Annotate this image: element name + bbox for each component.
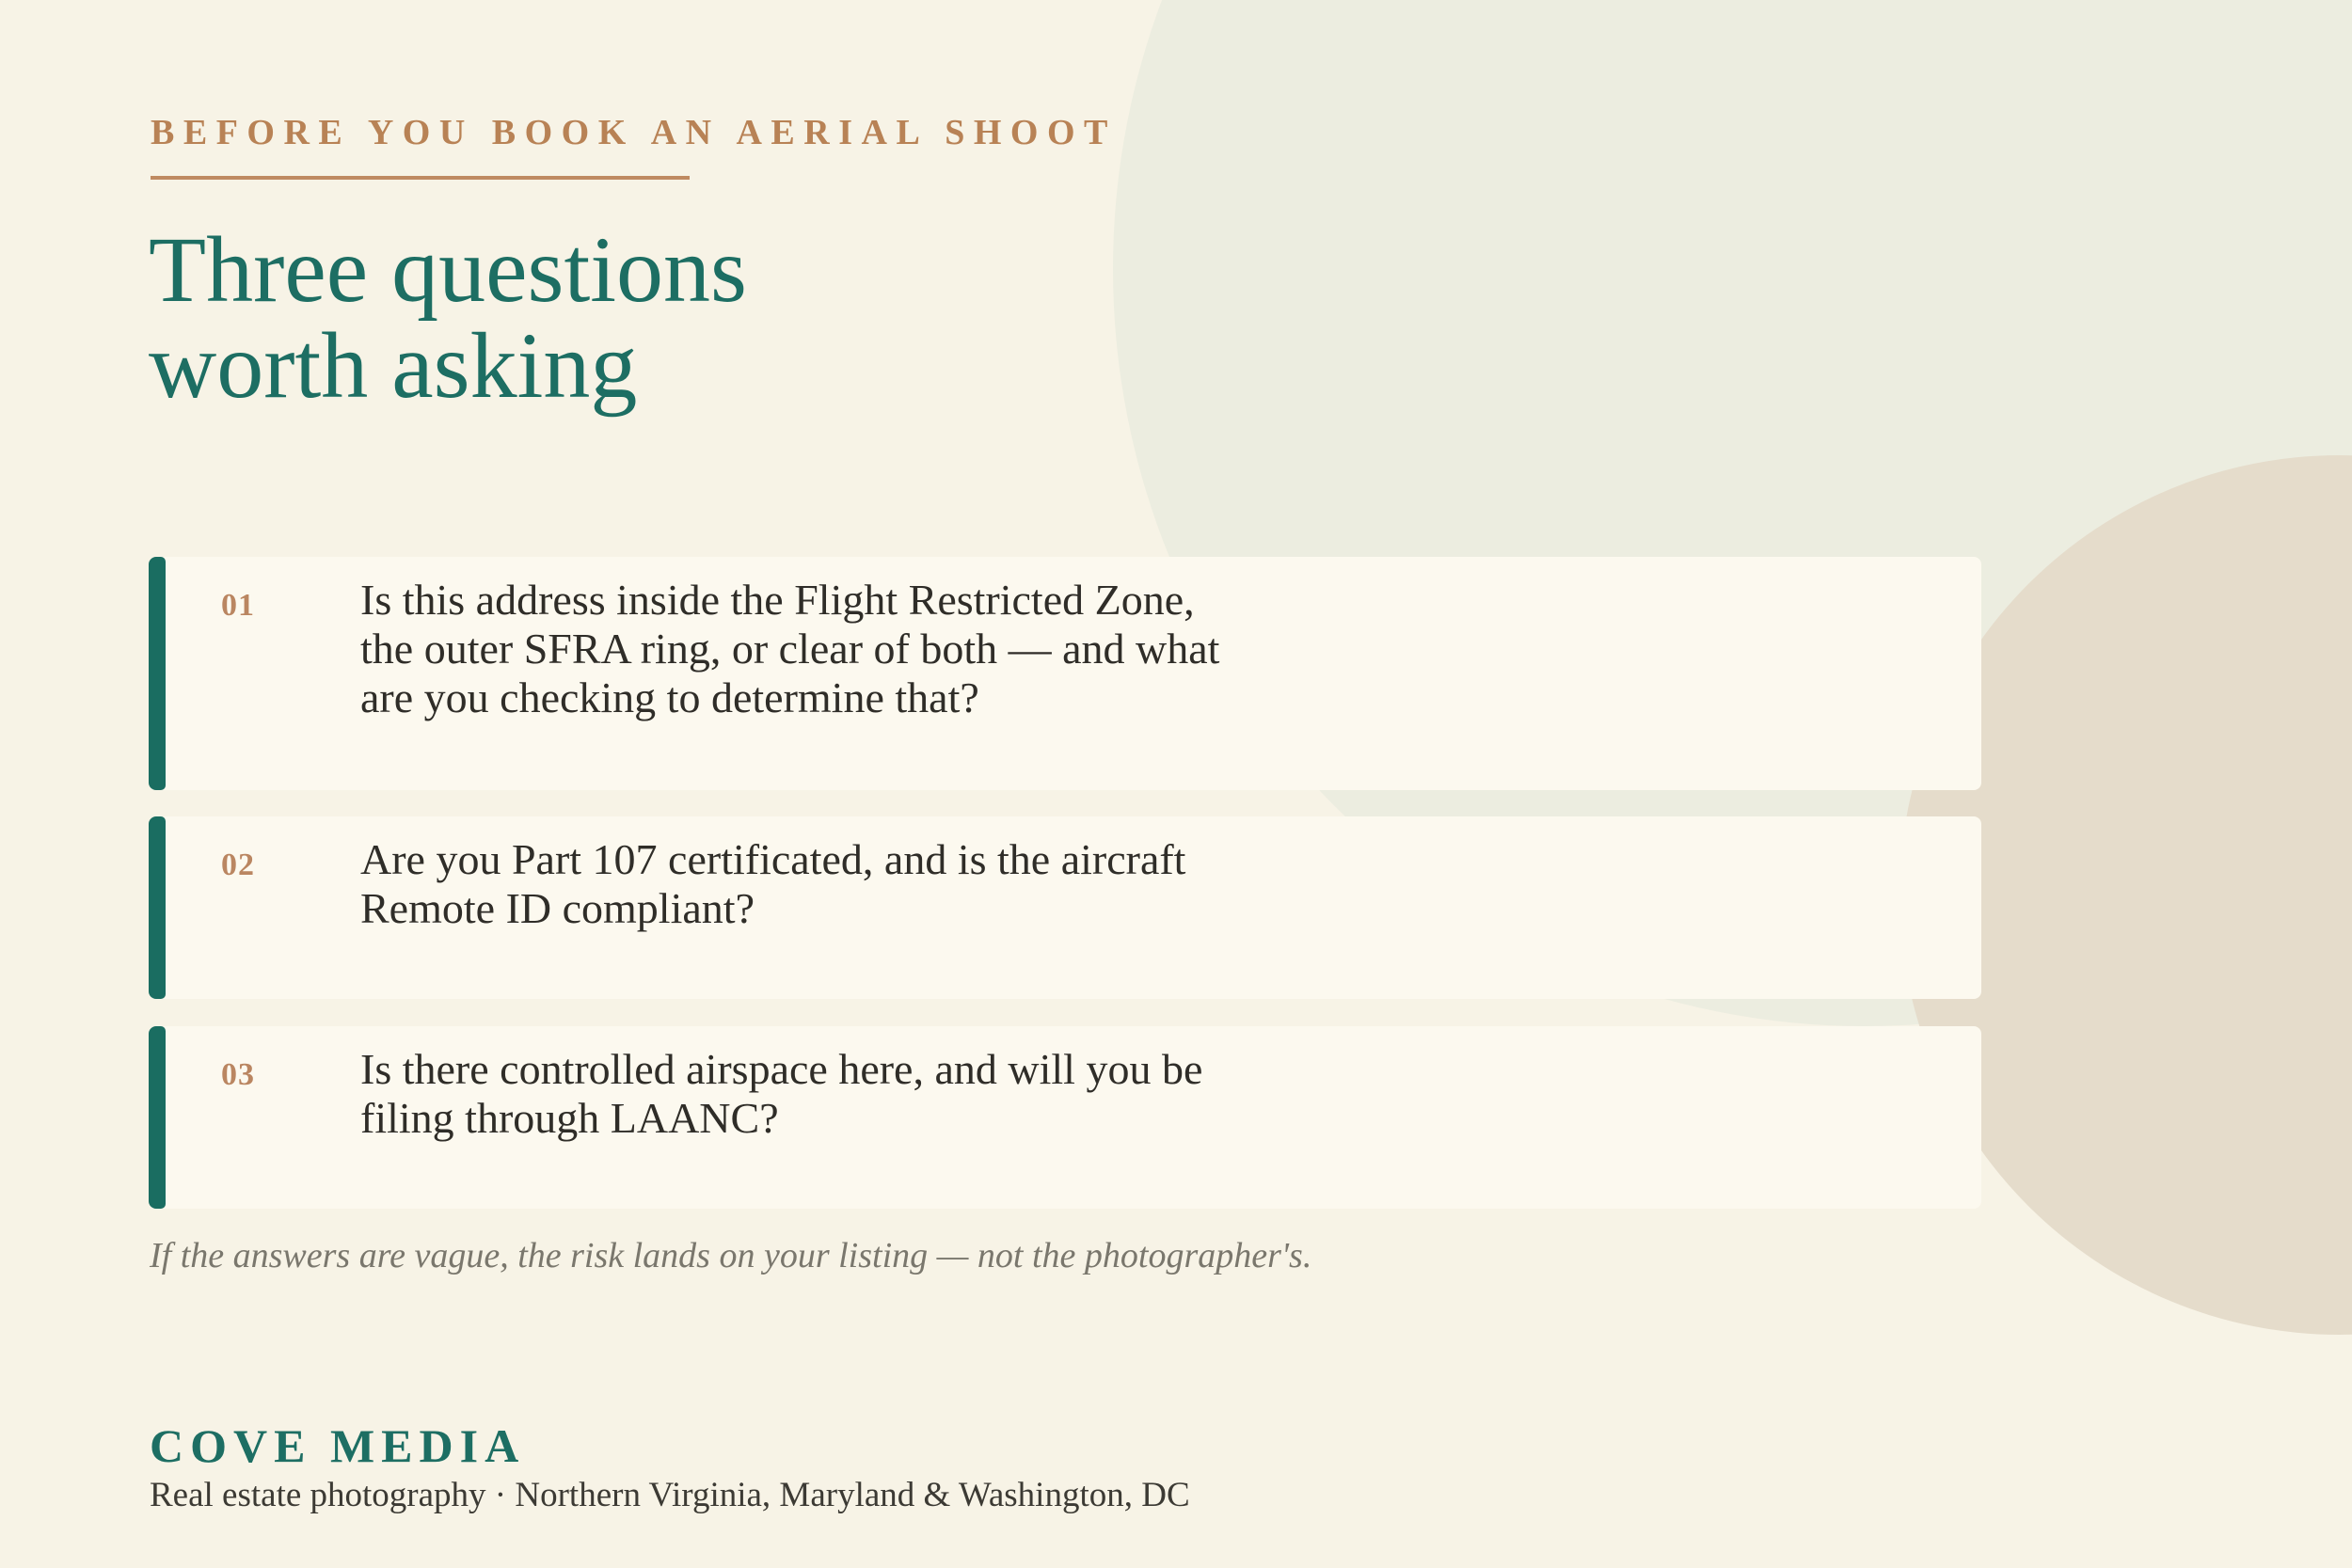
question-text-line: Remote ID compliant?	[360, 884, 755, 932]
question-accent-bar	[149, 557, 166, 790]
question-text	[360, 1045, 1489, 1143]
question-text-line: Is this address inside the Flight Restricted Zone,	[360, 576, 1195, 624]
question-card-2	[149, 816, 1981, 999]
brand-tagline: Real estate photography · Northern Virginia, Maryland & Washington, DC	[150, 1476, 1190, 1514]
page-title-line-1: Three questions	[149, 217, 747, 322]
question-card-1	[149, 557, 1981, 790]
eyebrow-divider	[151, 176, 690, 180]
question-text-line: the outer SFRA ring, or clear of both — and what	[360, 625, 1220, 673]
question-text-line: are you checking to determine that?	[360, 673, 979, 721]
question-text-line: Is there controlled airspace here, and will you be	[360, 1045, 1203, 1093]
question-accent-bar	[149, 816, 166, 999]
footnote: If the answers are vague, the risk lands on your listing — not the photographer's.	[150, 1236, 1312, 1275]
question-accent-bar	[149, 1026, 166, 1209]
question-card-3	[149, 1026, 1981, 1209]
question-text-line: Are you Part 107 certificated, and is the aircraft	[360, 835, 1186, 883]
question-number: 02	[221, 847, 255, 882]
question-text	[360, 835, 1489, 933]
brand-name: COVE MEDIA	[150, 1419, 526, 1472]
eyebrow-label: BEFORE YOU BOOK AN AERIAL SHOOT	[151, 113, 1117, 152]
question-text-line: filing through LAANC?	[360, 1094, 779, 1142]
question-number: 01	[221, 588, 255, 623]
page-title-line-2: worth asking	[149, 313, 638, 418]
question-number: 03	[221, 1057, 255, 1092]
question-text	[360, 576, 1489, 722]
page-title	[149, 217, 1089, 418]
